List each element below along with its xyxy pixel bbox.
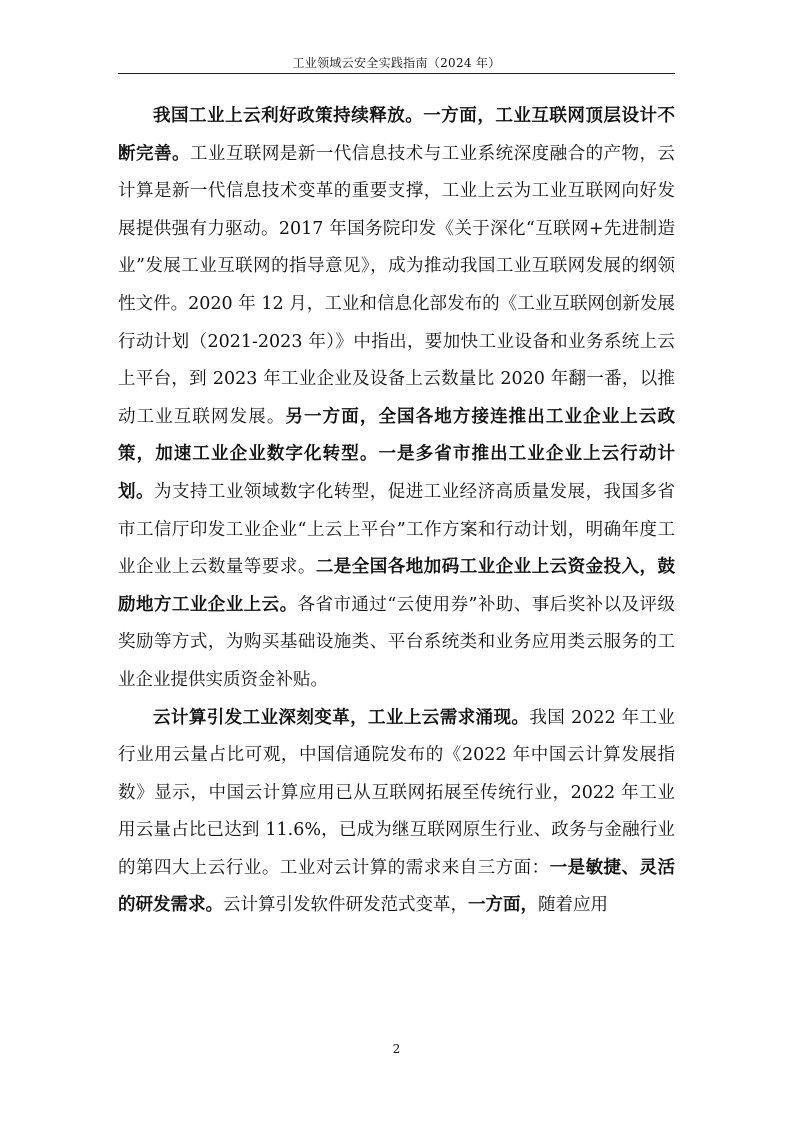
body-text [118, 98, 675, 925]
body-span: 我国 2022 年工业行业用云量占比可观，中国信通院发布的《2022 年中国云计算发展指数》显示，中国云计算应用已从互联网拓展至传统行业，2022 年工业用云量占比已达到 11.6%，已成为继互联网原生行业、政务与金融行业的第四大上云行业。工业对云计算的需求来自三方面： [118, 707, 675, 878]
paragraph [118, 98, 675, 700]
running-header: 工业领域云安全实践指南（2024 年） [292, 56, 501, 70]
bold-text: 另一方面，全国各地方接连推出工业企业上云政策，加速工业企业数字化转型。一是多省市推出工业企业上云行动计划。 [118, 406, 676, 502]
paragraph [118, 700, 675, 926]
header-rule [118, 73, 675, 74]
body-span: 为支持工业领域数字化转型，促进工业经济高质量发展，我国多省市工信厅印发工业企业“上云上平台”工作方案和行动计划，明确年度工业企业上云数量等要求。 [118, 481, 675, 578]
body-span: 云计算引发软件研发范式变革， [223, 895, 468, 916]
bold-text: 云计算引发工业深刻变革，工业上云需求涌现。 [153, 707, 530, 728]
body-span: 工业互联网是新一代信息技术与工业系统深度融合的产物，云计算是新一代信息技术变革的重要支撑，工业上云为工业互联网向好发展提供强有力驱动。2017 年国务院印发《关于深化“互联网+先进制造业”发展工业互联网的指导意见》，成为推动我国工业互联网发展的纲领性文件。2020 年 12 月，工业和信息化部发布的《工业互联网创新发展行动计划（2021-2023 年）》中指出，要加快工业设备和业务系统上云上平台，到 2023 年工业企业及设备上云数量比 2020 年翻一番，以推动工业互联网发展。 [118, 143, 676, 427]
bold-text: 我国工业上云利好政策持续释放。一方面，工业互联网顶层设计不断完善。 [118, 106, 675, 164]
bold-text: 一是敏捷、灵活的研发需求。 [118, 857, 676, 916]
body-span: 各省市通过“云使用券”补助、事后奖补以及评级奖励等方式，为购买基础设施类、平台系统类和业务应用类云服务的工业企业提供实质资金补贴。 [118, 594, 675, 690]
bold-text: 一方面， [468, 895, 538, 916]
bold-text: 二是全国各地加码工业企业上云资金投入，鼓励地方工业企业上云。 [118, 557, 676, 615]
body-span: 随着应用 [538, 895, 608, 916]
page-number: 2 [392, 1042, 401, 1056]
